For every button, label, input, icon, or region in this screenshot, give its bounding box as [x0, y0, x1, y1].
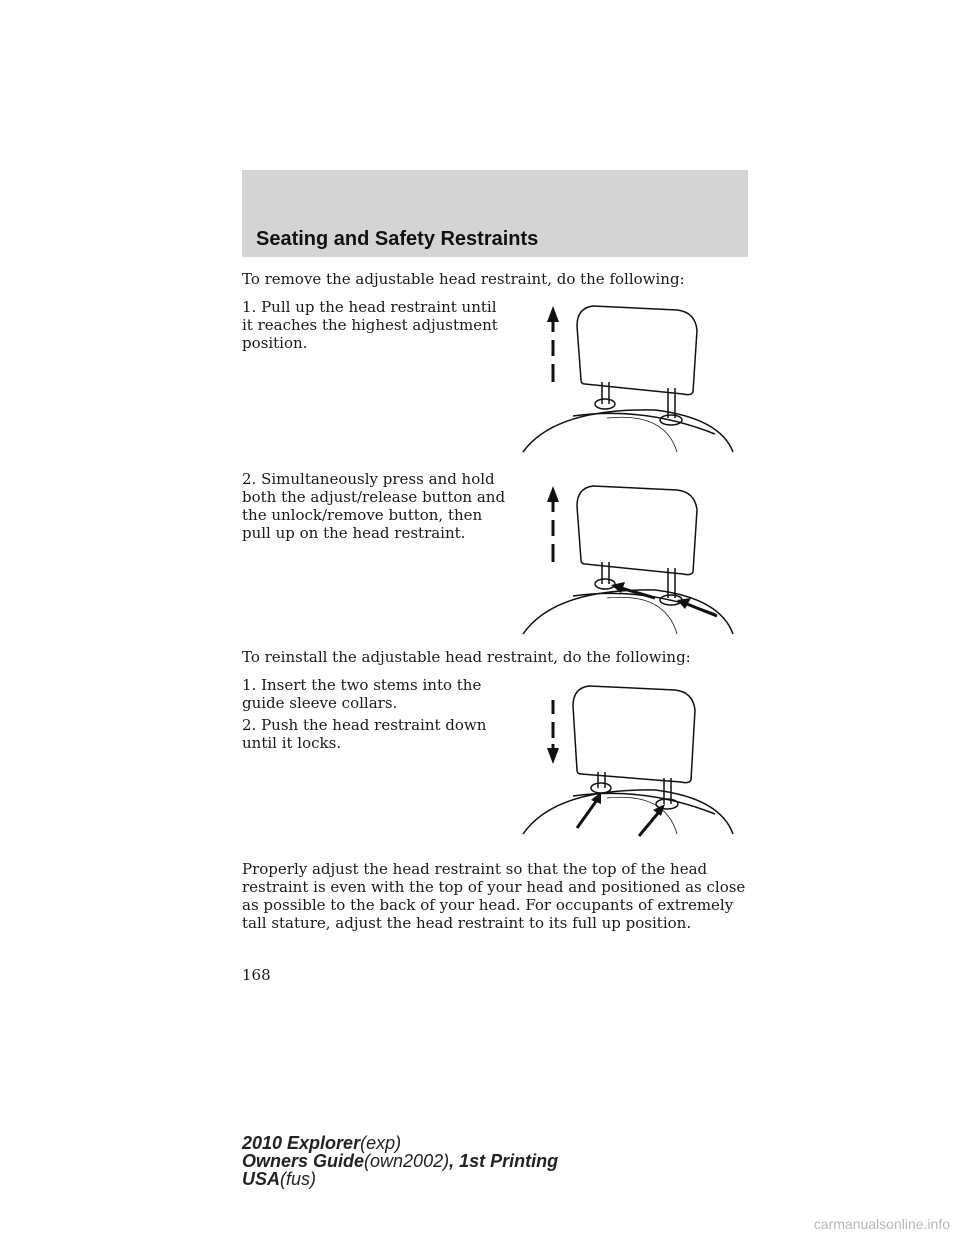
remove-step-1: 1. Pull up the head restraint until it reaches the highest adjustment position.: [242, 298, 498, 352]
footer: [242, 1134, 558, 1188]
footer-guide: Owners Guide: [242, 1151, 365, 1171]
section-header: [242, 170, 748, 257]
remove-step-2: 2. Simultaneously press and hold both the adjust/release button and the unlock/remove button, then pull up on the head restraint.: [242, 470, 506, 542]
head-restraint-raise-figure: [515, 300, 740, 460]
adjust-note: Properly adjust the head restraint so that the top of the head restraint is even with the top of your head and positioned as close as possible to the back of your head. For occupants of extremely tall stature, adjust the head restraint to its full up position.: [242, 860, 746, 932]
head-restraint-remove-figure: [515, 478, 740, 638]
reinstall-step-1: 1. Insert the two stems into the guide sleeve collars.: [242, 676, 482, 712]
footer-market-code: (fus): [280, 1169, 317, 1189]
watermark: carmanualsonline.info: [813, 1216, 950, 1232]
section-title: Seating and Safety Restraints: [256, 228, 539, 250]
footer-model-code: (exp): [360, 1133, 402, 1153]
page-number: 168: [242, 966, 271, 984]
footer-market: USA: [242, 1169, 281, 1189]
head-restraint-install-figure: [515, 680, 740, 840]
reinstall-intro: To reinstall the adjustable head restraint, do the following:: [242, 648, 691, 666]
remove-intro: To remove the adjustable head restraint, do the following:: [242, 270, 685, 288]
reinstall-step-2: 2. Push the head restraint down until it locks.: [242, 716, 487, 752]
footer-model: 2010 Explorer: [242, 1133, 361, 1153]
footer-printing: , 1st Printing: [449, 1151, 559, 1171]
footer-guide-code: (own2002): [364, 1151, 450, 1171]
